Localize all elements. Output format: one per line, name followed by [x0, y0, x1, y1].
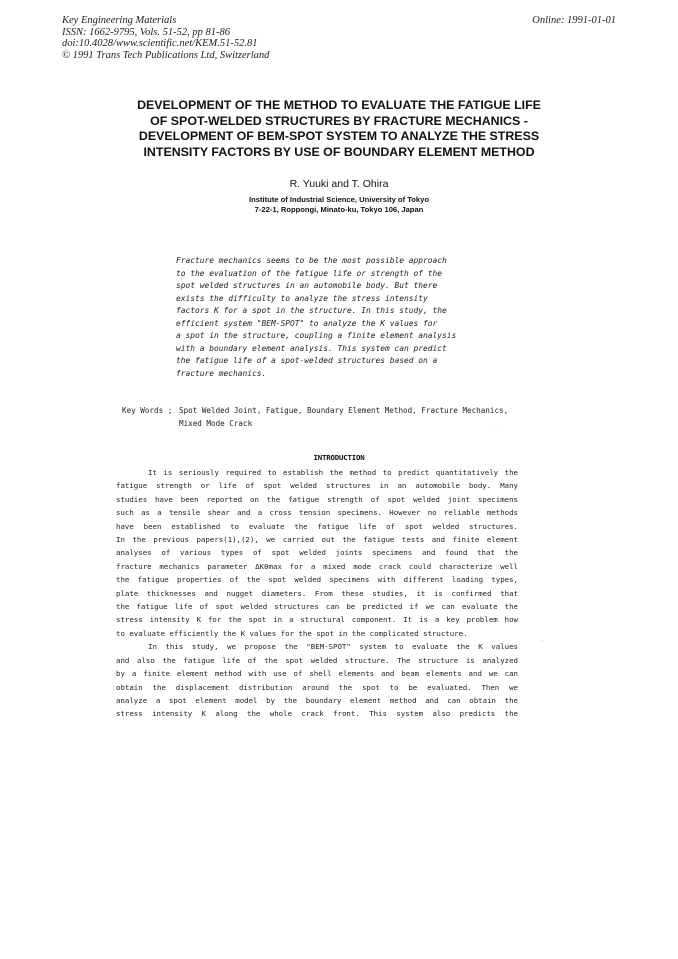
- authors: R. Yuuki and T. Ohira: [289, 178, 389, 190]
- body-text-line: analyses of various types of spot welded joints specimens and found that the: [116, 548, 518, 558]
- body-text-line: obtain the displacement distribution around the spot to be evaluated. Then we: [116, 682, 518, 692]
- body-text-line: fatigue strength or life of spot welded structures in an automobile body. Many: [116, 481, 518, 491]
- abstract-line: fracture mechanics.: [176, 368, 267, 378]
- abstract-line: Fracture mechanics seems to be the most possible approach: [176, 256, 447, 265]
- citation-header: [62, 15, 269, 61]
- body-text-line: fracture mechanics parameter ΔKθmax for a mixed mode crack could characterize well: [116, 561, 518, 571]
- title-line: DEVELOPMENT OF BEM-SPOT SYSTEM TO ANALYZE THE STRESS: [138, 129, 540, 144]
- abstract-line: with a boundary element analysis. This system can predict: [176, 343, 447, 353]
- abstract-line: the fatigue life of a spot-welded structures based on a: [176, 356, 438, 365]
- title-line: DEVELOPMENT OF THE METHOD TO EVALUATE THE FATIGUE LIFE: [137, 98, 541, 112]
- issn-line: ISSN: 1662-9795, Vols. 51-52, pp 81-86: [62, 26, 230, 38]
- body-text-line: plate thicknesses and nugget diameters. From these studies, it is confirmed that: [116, 588, 518, 598]
- abstract-line: factors K for a spot in the structure. In this study, the: [176, 306, 447, 315]
- body-text-line: In the previous papers(1),(2), we carried out the fatigue tests and finite element: [116, 535, 518, 545]
- section-heading-introduction: INTRODUCTION: [313, 453, 365, 462]
- abstract-line: a spot in the structure, coupling a finite element analysis: [176, 331, 457, 340]
- body-text-line: by a finite element method with use of shell elements and beam elements and we can: [116, 669, 518, 679]
- keywords-list-continued: Mixed Mode Crack: [179, 418, 253, 428]
- body-text-line: stress intensity K along the whole crack front. This system also predicts the: [116, 709, 518, 719]
- body-text-line: studies have been reported on the fatigue strength of spot welded joint specimens: [116, 494, 518, 504]
- abstract-line: spot welded structures in an automobile body. But there: [176, 281, 438, 290]
- paper-title: [100, 98, 578, 160]
- introduction-body: [116, 466, 518, 721]
- keywords-label: Key Words ;: [122, 406, 173, 415]
- body-text-line: the fatigue properties of the spot welded specimens with different loading types,: [116, 575, 518, 585]
- doi-line: doi:10.4028/www.scientific.net/KEM.51-52.81: [62, 38, 258, 49]
- keywords-list: Spot Welded Joint, Fatigue, Boundary Element Method, Fracture Mechanics,: [179, 406, 509, 415]
- journal-name: Key Engineering Materials: [62, 15, 177, 26]
- online-date: Online: 1991-01-01: [532, 15, 616, 26]
- affiliation-address: 7-22-1, Roppongi, Minato-ku, Tokyo 106, Japan: [254, 205, 424, 214]
- body-text-line: have been established to evaluate the fatigue life of spot welded structures.: [116, 521, 518, 531]
- copyright-line: © 1991 Trans Tech Publications Ltd, Switzerland: [62, 49, 270, 61]
- body-text-line: the fatigue life of spot welded structures can be predicted if we can evaluate the: [116, 602, 518, 612]
- abstract-line: efficient system "BEM-SPOT" to analyze the K values for: [176, 318, 438, 328]
- abstract-line: to the evaluation of the fatigue life or strength of the: [176, 268, 443, 278]
- scan-speck: .: [495, 421, 497, 428]
- body-text-line: and also the fatigue life of the spot welded structure. The structure is analyzed: [116, 655, 518, 665]
- abstract-line: exists the difficulty to analyze the stress intensity: [176, 293, 428, 303]
- body-text-line: analyze a spot element model by the boundary element method and can obtain the: [116, 695, 518, 705]
- keywords: [122, 405, 508, 430]
- body-text-line: to evaluate efficiently the K values for the spot in the complicated structure.: [116, 628, 468, 638]
- body-text-line: such as a tensile shear and a cross tension specimens. However no reliable methods: [116, 508, 518, 518]
- scan-speck: ·: [541, 638, 543, 645]
- body-text-line: stress intensity K for the spot in a structural component. It is a key problem how: [116, 615, 518, 625]
- title-line: OF SPOT-WELDED STRUCTURES BY FRACTURE MECHANICS -: [150, 113, 528, 128]
- affiliation: [100, 195, 578, 215]
- body-text-line: It is seriously required to establish the method to predict quantitatively the: [148, 468, 518, 477]
- affiliation-institute: Institute of Industrial Science, University of Tokyo: [248, 195, 430, 204]
- body-text-line: In this study, we propose the "BEM-SPOT" system to evaluate the K values: [148, 642, 518, 652]
- title-line: INTENSITY FACTORS BY USE OF BOUNDARY ELEMENT METHOD: [143, 144, 535, 159]
- abstract: [176, 255, 476, 380]
